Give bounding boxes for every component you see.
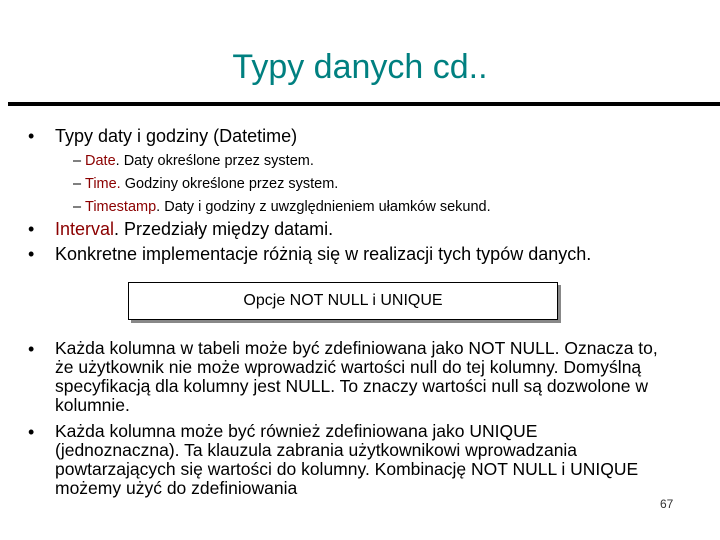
bullet-dot: • bbox=[28, 339, 35, 359]
options-box: Opcje NOT NULL i UNIQUE bbox=[128, 282, 558, 320]
dash: – bbox=[73, 199, 82, 215]
bullet-dot: • bbox=[28, 219, 35, 239]
dash: – bbox=[73, 153, 82, 169]
paragraph-unique: Każda kolumna może być również zdefiniowana jako UNIQUE (jednoznaczna). Ta klauzula zabrania użytkownikowi wprowadzania powtarzających się wartości do kolumny. Kombinację NOT NULL i UNIQUE możemy użyć do zdefiniowania bbox=[55, 421, 639, 498]
slide-title: Typy danych cd.. bbox=[232, 48, 488, 86]
term-time: Time. bbox=[85, 176, 121, 192]
bullet-dot: • bbox=[28, 422, 35, 442]
dash: – bbox=[73, 176, 82, 192]
bullet-dot: • bbox=[28, 244, 35, 264]
term-date: Date bbox=[85, 153, 116, 169]
bullet-datetime-text: Typy daty i godziny (Datetime) bbox=[55, 126, 298, 146]
page-number: 67 bbox=[660, 497, 674, 511]
term-timestamp: Timestamp bbox=[85, 199, 157, 215]
desc-interval: . Przedziały między datami. bbox=[114, 219, 334, 239]
term-interval: Interval bbox=[55, 219, 115, 239]
desc-time: Godziny określone przez system. bbox=[120, 176, 339, 192]
desc-date: . Daty określone przez system. bbox=[115, 153, 314, 169]
title-divider bbox=[8, 102, 720, 106]
paragraph-not-null: Każda kolumna w tabeli może być zdefiniowana jako NOT NULL. Oznacza to, że użytkownik nie może wprowadzić wartości null do tej kolumny. Domyślną specyfikacją dla kolumny jest NULL. To znaczy wartości null są dozwolone w kolumnie. bbox=[55, 338, 658, 415]
bullet-dot: • bbox=[28, 126, 35, 146]
bullet-implementations-text: Konkretne implementacje różnią się w realizacji tych typów danych. bbox=[55, 244, 592, 264]
desc-timestamp: . Daty i godziny z uwzględnieniem ułamków sekund. bbox=[156, 199, 491, 215]
